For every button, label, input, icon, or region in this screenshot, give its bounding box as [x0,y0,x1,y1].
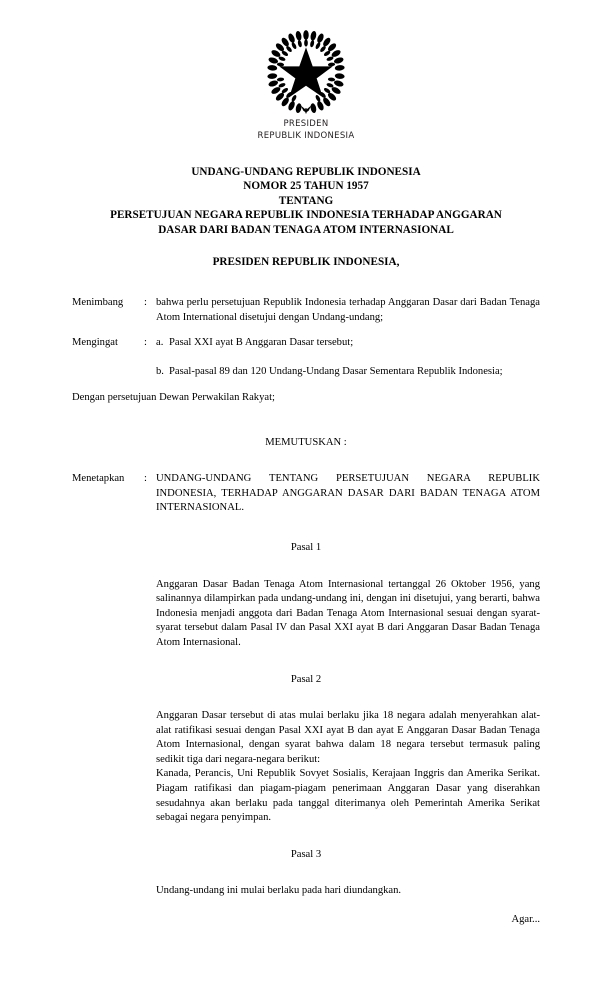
clause-menimbang-text: bahwa perlu persetujuan Republik Indonesia terhadap Anggaran Dasar dari Badan Tenaga Atom International disetujui dengan Undang-undang; [156,297,540,323]
clause-mengingat-items [156,336,540,380]
emblem-caption-line1: PRESIDEN [283,119,329,129]
article-2-body: Anggaran Dasar tersebut di atas mulai berlaku jika 18 negara adalah menyerahkan alat-alat ratifikasi sesuai dengan Pasal XXI ayat B dan ayat E Anggaran Dasar Badan Tenaga Atom Internasional, dengan syarat bahwa dalam 18 negara tersebut termasuk paling sedikit tiga dari negara-negara berikut: [156,710,540,765]
continuation-marker: Agar... [511,914,540,926]
spacer [72,899,540,913]
president-heading: PRESIDEN REPUBLIK INDONESIA, [212,256,400,268]
title-line-4: PERSETUJUAN NEGARA REPUBLIK INDONESIA TERHADAP ANGGARAN [110,209,502,222]
mengingat-item-a-text: Pasal XXI ayat B Anggaran Dasar tersebut; [169,337,354,349]
spacer [72,687,540,709]
article-2-heading: Pasal 2 [290,673,322,685]
spacer [72,826,540,848]
spacer [72,862,540,884]
mengingat-item-a [156,336,540,351]
article-1-heading: Pasal 1 [290,541,322,553]
emblem-caption [0,119,612,142]
title-line-3: TENTANG [278,194,334,207]
article-1-block [156,578,540,651]
mengingat-item-b-marker: b. [156,366,164,378]
clause-menetapkan-label: Menetapkan [72,473,125,485]
presidential-emblem-block [0,28,612,142]
memutuskan-heading: MEMUTUSKAN : [265,436,347,448]
article-3-block [156,884,540,899]
dengan-persetujuan-line: Dengan persetujuan Dewan Perwakilan Rakyat; [72,391,275,403]
document-title [36,165,576,237]
emblem-caption-line2: REPUBLIK INDONESIA [257,130,355,141]
mengingat-item-b [156,365,540,380]
spacer [72,651,540,673]
indonesian-presidential-seal-icon [262,28,350,116]
clause-menimbang-colon: : [144,297,147,308]
article-3-body: Undang-undang ini mulai berlaku pada hari diundangkan. [156,885,402,897]
clause-menimbang-label: Menimbang [72,297,124,308]
sub-item-gap [156,351,540,366]
article-2-block [156,709,540,826]
clause-mengingat-label: Mengingat [72,337,118,349]
clause-menetapkan [72,472,540,516]
article-2-body-2: Kanada, Perancis, Uni Republik Sovyet Sosialis, Kerajaan Inggris dan Amerika Serikat. Piagam ratifikasi dan piagam-piagam penerimaan Anggaran Dasar yang diserahkan sesudahnya akan berlaku pada tanggal diterimanya oleh Pemerintah Amerika Serikat sebagai negara penyimpan. [156,768,540,824]
clause-menimbang [72,296,540,325]
document-body [72,296,540,928]
article-3-heading: Pasal 3 [290,848,322,860]
clause-menetapkan-colon: : [144,473,147,485]
article-1-body: Anggaran Dasar Badan Tenaga Atom Internasional tertanggal 26 Oktober 1956, yang salinannya dilampirkan pada undang-undang ini, dengan ini disetujui, yang berarti, bahwa Indonesia menjadi anggota dari Badan Tenaga Atom Internasional sesuai dengan syarat-syarat tersebut dalam Pasal IV dan Pasal XXI ayat B dari Anggaran Dasar Badan Tenaga Atom Internasional. [156,578,540,648]
title-line-1: UNDANG-UNDANG REPUBLIK INDONESIA [191,166,421,178]
spacer [72,556,540,578]
mengingat-item-a-marker: a. [156,337,164,349]
title-line-5: DASAR DARI BADAN TENAGA ATOM INTERNASIONAL [158,223,454,236]
title-line-2: NOMOR 25 TAHUN 1957 [243,180,369,193]
spacer [72,450,540,472]
clause-mengingat-colon: : [144,337,147,349]
clause-mengingat [72,336,540,380]
mengingat-item-b-text: Pasal-pasal 89 dan 120 Undang-Undang Dasar Sementara Republik Indonesia; [169,366,503,378]
clause-menetapkan-text: UNDANG-UNDANG TENTANG PERSETUJUAN NEGARA REPUBLIK INDONESIA, TERHADAP ANGGARAN DASAR DARI BADAN TENAGA ATOM INTERNASIONAL. [156,473,540,514]
spacer [72,527,540,541]
